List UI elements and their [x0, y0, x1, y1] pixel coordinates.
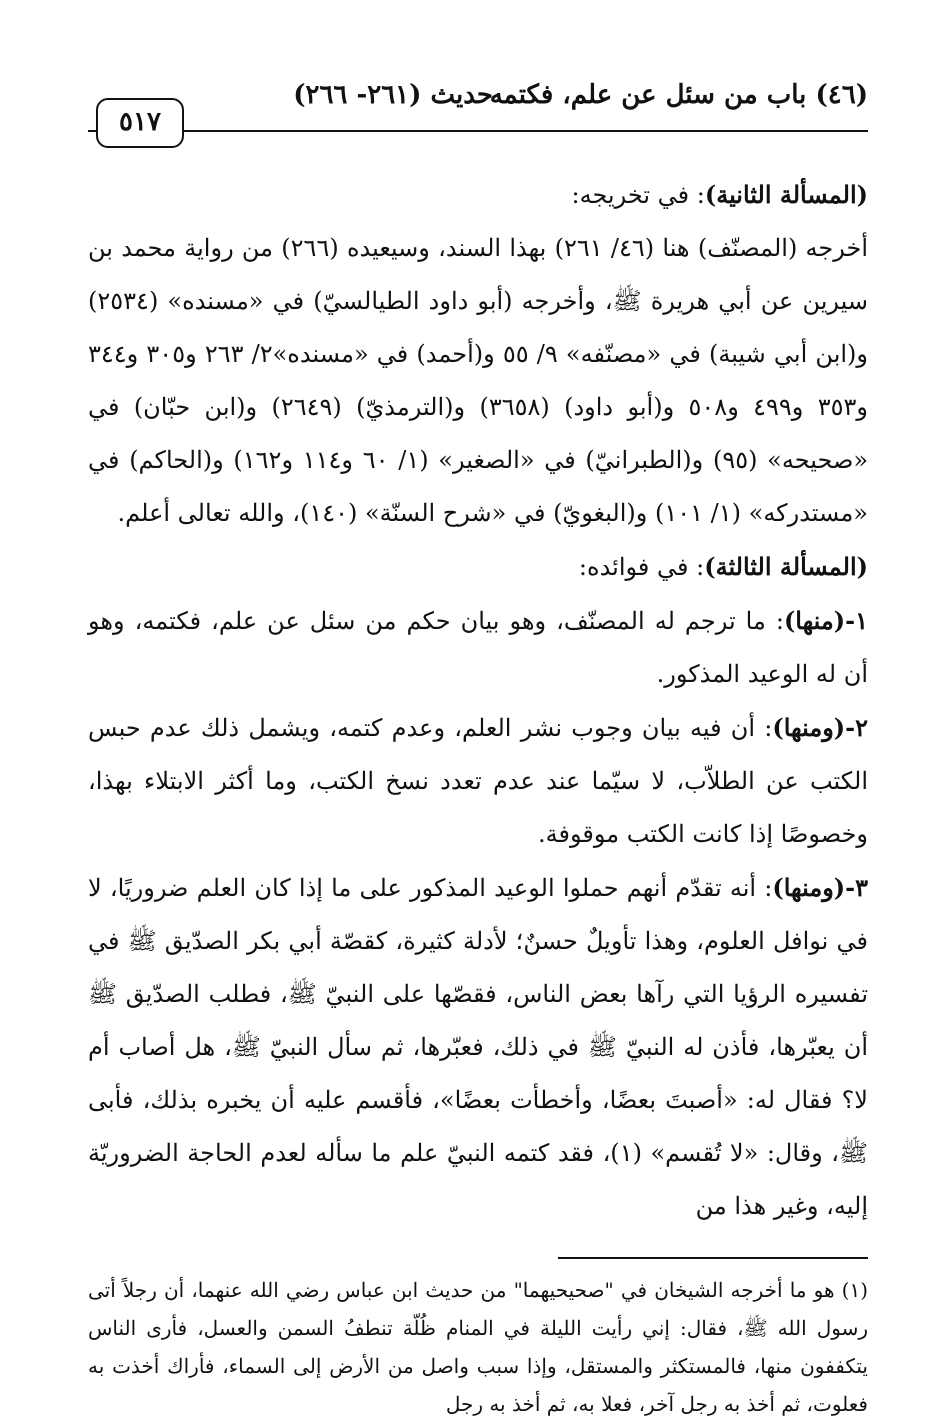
paragraph [88, 540, 868, 594]
chapter-title: (٤٦) باب من سئل عن علم، فكتمه [489, 80, 868, 110]
paragraph [88, 168, 868, 222]
paragraph [88, 222, 868, 540]
book-page [88, 70, 869, 1416]
item-lead: ٢-(ومنها) [772, 713, 868, 742]
paragraph-text: : أنه تقدّم أنهم حملوا الوعيد المذكور على ما إذا كان العلم ضروريًا، لا في نوافل العلوم، وهذا تأويلٌ حسنٌ؛ لأدلة كثيرة، كقصّة أبي بكر الصدّيق ﷺ في تفسيره الرؤيا التي رآها بعض الناس، فقصّها على النبيّ ﷺ، فطلب الصدّيق ﷺ أن يعبّرها، فأذن له النبيّ ﷺ في ذلك، فعبّرها، ثم سأل النبيّ ﷺ، هل أصاب أم لا؟ فقال له: «أصبتَ بعضًا، وأخطأت بعضًا»، فأقسم عليه أن يخبره بذلك، فأبى ﷺ، وقال: «لا تُقسم» (١)، فقد كتمه النبيّ علم ما سأله لعدم الحاجة الضروريّة إليه، وغير هذا من [88, 874, 869, 1220]
section-heading: (المسألة الثالثة) [704, 552, 868, 581]
page-number: ٥١٧ [96, 98, 184, 148]
paragraph-text: : في فوائده: [578, 553, 705, 581]
paragraph-text: : في تخريجه: [571, 181, 705, 209]
paragraph [88, 861, 868, 1233]
item-lead: ٣-(ومنها) [772, 873, 868, 902]
item-lead: ١-(منها) [783, 606, 868, 635]
paragraph-text: : ما ترجم له المصنّف، وهو بيان حكم من سئل عن علم، فكتمه، وهو أن له الوعيد المذكور. [88, 607, 868, 688]
paragraph-text: أخرجه (المصنّف) هنا (٤٦/ ٢٦١) بهذا السند، وسيعيده (٢٦٦) من رواية محمد بن سيرين عن أبي هريرة ﷺ، وأخرجه (أبو داود الطيالسيّ) في «مسنده» (٢٥٣٤) و(ابن أبي شيبة) في «مصنّفه» ٩/ ٥٥ و(أحمد) في «مسنده»٢/ ٢٦٣ و٣٠٥ و٣٤٤ و٣٥٣ و٤٩٩ و٥٠٨ و(أبو داود) (٣٦٥٨) و(الترمذيّ) (٢٦٤٩) و(ابن حبّان) في «صحيحه» (٩٥) و(الطبرانيّ) في «الصغير» (١/ ٦٠ و١١٤ و١٦٢) و(الحاكم) في «مستدركه» (١/ ١٠١) و(البغويّ) في «شرح السنّة» (١٤٠)، والله تعالى أعلم. [88, 234, 869, 527]
page-header [88, 70, 868, 137]
hadith-range: حديث (٢٦١- ٢٦٦) [293, 80, 493, 110]
footnote: (١) هو ما أخرجه الشيخان في "صحيحيهما" من حديث ابن عباس رضي الله عنهما، أن رجلاً أتى رسول الله ﷺ، فقال: إني رأيت الليلة في المنام ظُلّة تنطفُ السمن والعسل، فأرى الناس يتكففون منها، فالمستكثر والمستقل، وإذا سبب واصل من الأرض إلى السماء، فأراك أخذت به فعلوت، ثم أخذ به رجل آخر، فعلا به، ثم أخذ به رجل [88, 1278, 868, 1416]
paragraph [88, 594, 868, 701]
paragraph [88, 701, 868, 861]
paragraph-text: : أن فيه بيان وجوب نشر العلم، وعدم كتمه، ويشمل ذلك عدم حبس الكتب عن الطلاّب، لا سيّما عند عدم تعدد نسخ الكتب، وما أكثر الابتلاء بهذا، وخصوصًا إذا كانت الكتب موقوفة. [88, 714, 868, 848]
main-text [88, 168, 868, 1233]
footnote-divider [558, 1257, 868, 1259]
section-heading: (المسألة الثانية) [704, 180, 868, 209]
